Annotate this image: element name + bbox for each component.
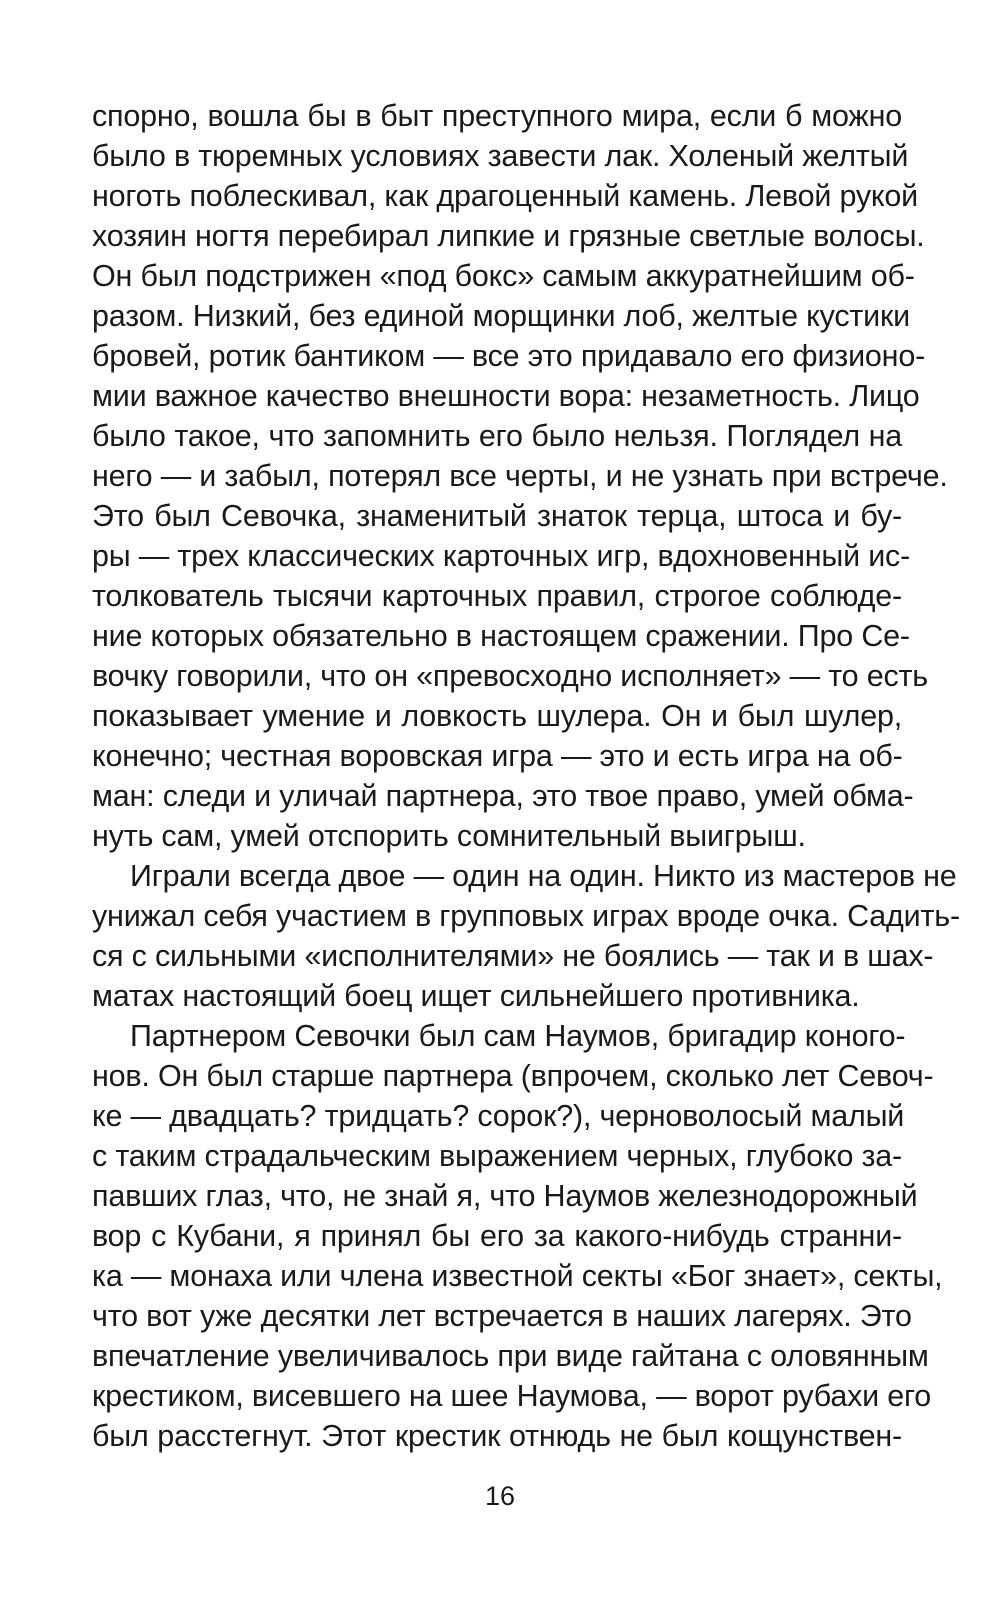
text-line: Это был Севочка, знаменитый знаток терца, штоса и бу- xyxy=(92,499,902,533)
text-line: нов. Он был старше партнера (впрочем, сколько лет Севоч- xyxy=(92,1059,934,1093)
text-line: было в тюремных условиях завести лак. Холеный желтый xyxy=(92,139,909,173)
text-line: вочку говорили, что он «превосходно исполняет» — то есть xyxy=(92,659,928,693)
text-line: ке — двадцать? тридцать? сорок?), черноволосый малый xyxy=(92,1099,905,1133)
text-line: вор с Кубани, я принял бы его за какого-нибудь странни- xyxy=(92,1219,902,1253)
text-line: мии важное качество внешности вора: незаметность. Лицо xyxy=(92,379,920,413)
text-line: Он был подстрижен «под бокс» самым аккуратнейшим об- xyxy=(92,259,915,293)
text-line: разом. Низкий, без единой морщинки лоб, желтые кустики xyxy=(92,299,910,333)
text-line: унижал себя участием в групповых играх вроде очка. Садить- xyxy=(92,899,960,933)
text-line: ние которых обязательно в настоящем сражении. Про Се- xyxy=(92,619,910,653)
text-line: крестиком, висевшего на шее Наумова, — ворот рубахи его xyxy=(92,1379,932,1413)
paragraph xyxy=(92,856,960,1016)
text-line: ноготь поблескивал, как драгоценный камень. Левой рукой xyxy=(92,179,919,213)
page-number: 16 xyxy=(484,1481,516,1511)
text-line: матах настоящий боец ищет сильнейшего противника. xyxy=(92,979,860,1013)
text-line: Партнером Севочки был сам Наумов, бригадир коного- xyxy=(130,1019,906,1053)
text-line: с таким страдальческим выражением черных, глубоко за- xyxy=(92,1139,902,1173)
text-line: хозяин ногтя перебирал липкие и грязные светлые волосы. xyxy=(92,219,925,253)
paragraph xyxy=(92,1016,943,1456)
text-line: ры — трех классических карточных игр, вдохновенный ис- xyxy=(92,539,911,573)
text-line: спорно, вошла бы в быт преступного мира, если б можно xyxy=(92,99,902,133)
text-line: Играли всегда двое — один на один. Никто из мастеров не xyxy=(130,859,957,893)
text-line: показывает умение и ловкость шулера. Он и был шулер, xyxy=(92,699,902,733)
body-text xyxy=(92,96,960,1456)
text-line: бровей, ротик бантиком — все это придавало его физионо- xyxy=(92,339,926,373)
text-line: конечно; честная воровская игра — это и есть игра на об- xyxy=(92,739,903,773)
text-line: ка — монаха или члена известной секты «Бог знает», секты, xyxy=(92,1259,943,1293)
text-line: впечатление увеличивалось при виде гайтана с оловянным xyxy=(92,1339,929,1373)
text-line: толкователь тысячи карточных правил, строгое соблюде- xyxy=(92,579,902,613)
text-line: что вот уже десятки лет встречается в наших лагерях. Это xyxy=(92,1299,912,1333)
paragraph xyxy=(92,96,948,856)
text-line: нуть сам, умей отспорить сомнительный выигрыш. xyxy=(92,819,806,853)
text-line: ся с сильными «исполнителями» не боялись — так и в шах- xyxy=(92,939,934,973)
text-line: было такое, что запомнить его было нельзя. Поглядел на xyxy=(92,419,902,453)
text-line: него — и забыл, потерял все черты, и не узнать при встрече. xyxy=(92,459,948,493)
text-line: был расстегнут. Этот крестик отнюдь не был кощунствен- xyxy=(92,1419,902,1453)
text-line: павших глаз, что, не знай я, что Наумов железнодорожный xyxy=(92,1179,918,1213)
text-line: ман: следи и уличай партнера, это твое право, умей обма- xyxy=(92,779,914,813)
